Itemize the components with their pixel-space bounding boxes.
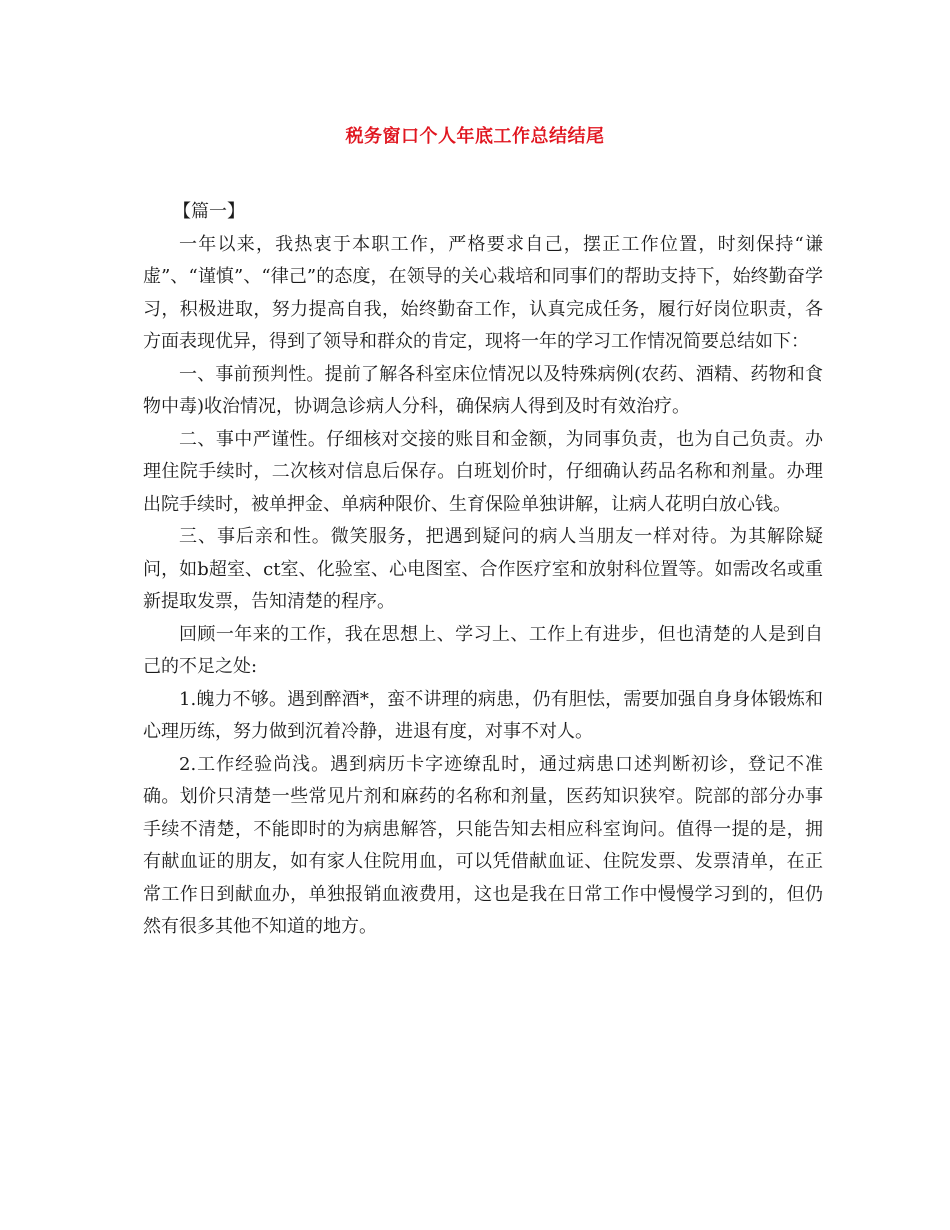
paragraph-shortcoming-2: 2.工作经验尚浅。遇到病历卡字迹缭乱时，通过病患口述判断初诊，登记不准确。划价只清楚一些常见片剂和麻药的名称和剂量，医药知识狭窄。院部的部分办事手续不清楚，不能即时的为病患解答，只能告知去相应科室询问。值得一提的是，拥有献血证的朋友，如有家人住院用血，可以凭借献血证、住院发票、发票清单，在正常工作日到献血办，单独报销血液费用，这也是我在日常工作中慢慢学习到的，但仍然有很多其他不知道的地方。 [143,753,823,937]
paragraph-intro: 一年以来，我热衷于本职工作，严格要求自己，摆正工作位置，时刻保持“谦虚”、“谨慎”、“律己”的态度，在领导的关心栽培和同事们的帮助支持下，始终勤奋学习，积极进取，努力提高自我，始终勤奋工作，认真完成任务，履行好岗位职责，各方面表现优异，得到了领导和群众的肯定，现将一年的学习工作情况简要总结如下： [143,233,823,352]
paragraph-point-1: 一、事前预判性。提前了解各科室床位情况以及特殊病例(农药、酒精、药物和食物中毒)收治情况，协调急诊病人分科，确保病人得到及时有效治疗。 [143,363,823,417]
paragraph-review: 回顾一年来的工作，我在思想上、学习上、工作上有进步，但也清楚的人是到自己的不足之处: [143,623,823,677]
section-label: 【篇一】 [173,201,245,222]
paragraph-point-2: 二、事中严谨性。仔细核对交接的账目和金额，为同事负责，也为自己负责。办理住院手续时，二次核对信息后保存。白班划价时，仔细确认药品名称和剂量。办理出院手续时，被单押金、单病种限价、生育保险单独讲解，让病人花明白放心钱。 [143,428,823,515]
paragraph-shortcoming-1: 1.魄力不够。遇到醉酒*，蛮不讲理的病患，仍有胆怯，需要加强自身身体锻炼和心理历练，努力做到沉着冷静，进退有度，对事不对人。 [143,688,823,742]
document-title: 税务窗口个人年底工作总结结尾 [345,126,605,147]
paragraph-point-3: 三、事后亲和性。微笑服务，把遇到疑问的病人当朋友一样对待。为其解除疑问，如b超室、ct室、化验室、心电图室、合作医疗室和放射科位置等。如需改名或重新提取发票，告知清楚的程序。 [143,526,823,612]
document-body [143,196,823,944]
